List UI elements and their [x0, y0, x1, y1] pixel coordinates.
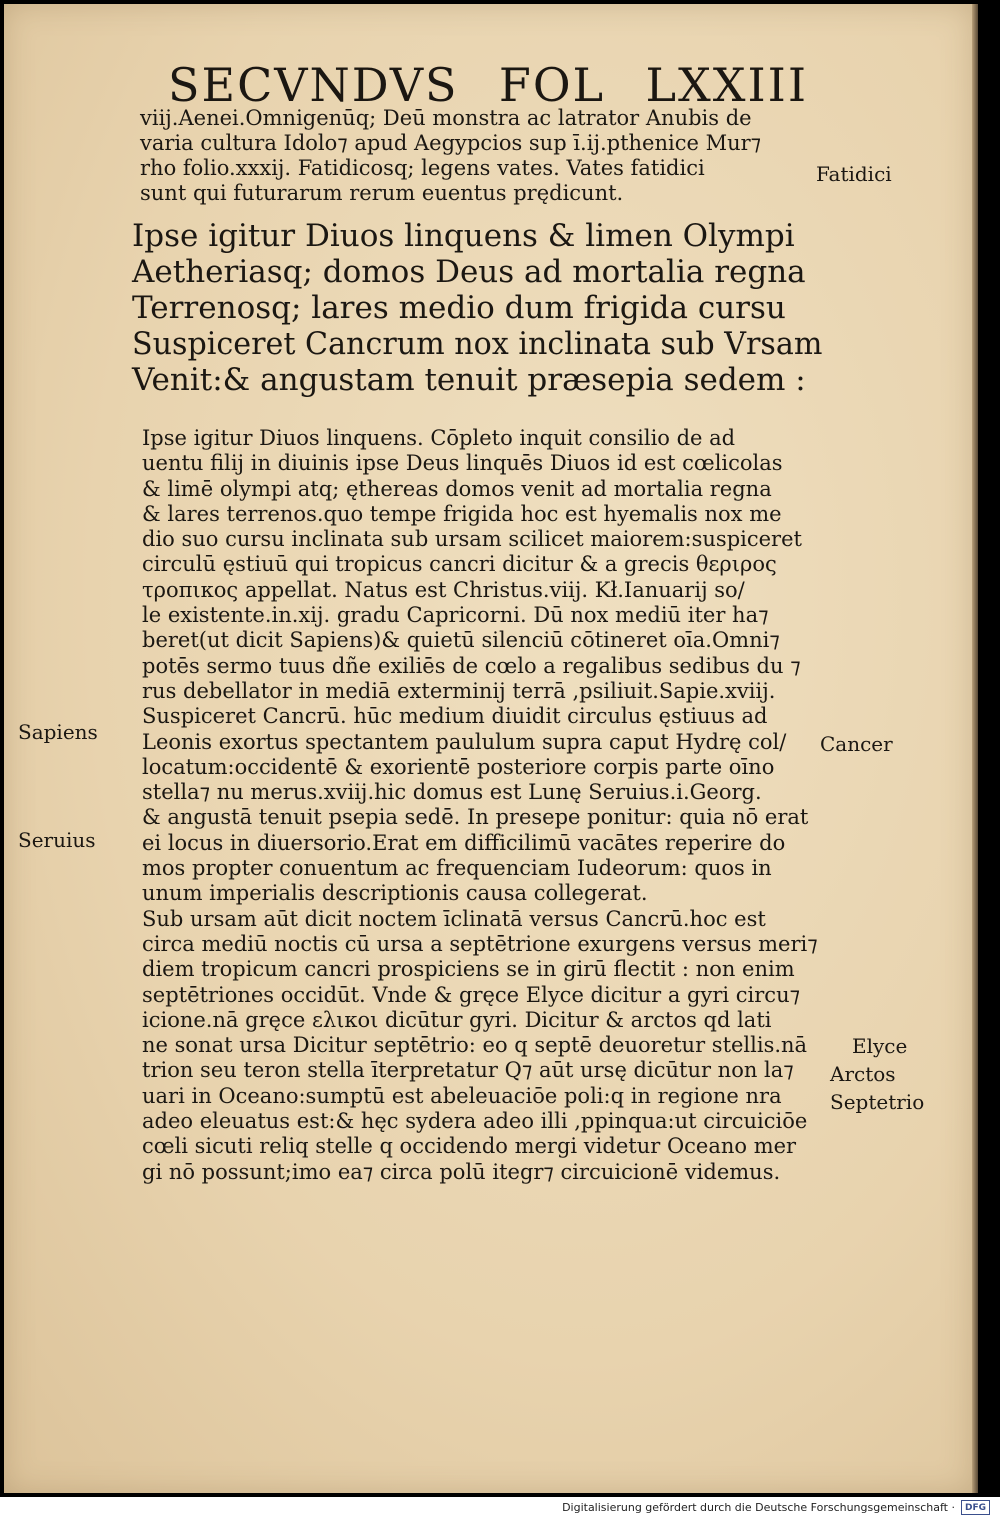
verse-line: Venit:& angustam tenuit præsepia sedem : [132, 362, 806, 398]
running-head-fol: FOL [498, 58, 606, 112]
commentary-line: locatum:occidentē & exorientē posteriore corpis parte oīno [142, 754, 775, 779]
commentary-line: le existente.in.xij. gradu Capricorni. Dū nox mediū iter ha⁊ [142, 603, 769, 628]
margin-note-seruius: Seruius [18, 828, 96, 852]
commentary-line: τροπικος appellat. Natus est Christus.viij. Kł.Ianuarij so/ [142, 577, 745, 602]
commentary-line: Ipse igitur Diuos linquens. Cōpleto inquit consilio de ad [142, 426, 736, 450]
verse-line: Suspiceret Cancrum nox inclinata sub Vrsam [132, 326, 823, 362]
margin-note-cancer: Cancer [820, 732, 893, 756]
commentary-line: potēs sermo tuus dñe exiliēs de cœlo a regalibus sedibus du ⁊ [142, 653, 801, 678]
commentary-line: & lares terrenos.quo tempe frigida hoc est hyemalis nox me [142, 501, 782, 526]
commentary-line: cœli sicuti reliq stelle q occidendo mergi videtur Oceano mer [142, 1134, 797, 1159]
commentary-line: icione.nā gręce ελικοι dicūtur gyri. Dicitur & arctos qd lati [142, 1007, 772, 1032]
folio-number: LXXIII [645, 58, 808, 112]
commentary-line: unum imperialis descriptionis causa collegerat. [142, 881, 648, 906]
commentary-line: circulū ęstiuū qui tropicus cancri dicitur & a grecis θεριρος [142, 552, 777, 577]
margin-note-fatidici: Fatidici [816, 162, 892, 186]
margin-note-sapiens: Sapiens [18, 720, 98, 744]
commentary [142, 426, 822, 1185]
commentary-line: gi nō possunt;imo ea⁊ circa polū itegr⁊ circuicionē videmus. [142, 1159, 781, 1184]
funding-footer [0, 1497, 1000, 1518]
commentary-line: adeo eleuatus est:& hęc sydera adeo illi ,ppinqua:ut circuiciōe [142, 1109, 808, 1134]
verse-line: Ipse igitur Diuos linquens & limen Olympi [132, 218, 795, 254]
commentary-line: diem tropicum cancri prospiciens se in girū flectit : non enim [142, 957, 795, 982]
verse-line: Aetheriasq; domos Deus ad mortalia regna [132, 254, 806, 290]
margin-note-elyce: Elyce [852, 1034, 908, 1058]
commentary-line: mos propter conuentum ac frequenciam Iudeorum: quos in [142, 856, 772, 881]
margin-note-septetrio: Septetrio [830, 1090, 925, 1114]
intro-paragraph [140, 106, 820, 206]
commentary-line: Sub ursam aūt dicit noctem īclinatā versus Cancrū.hoc est [142, 906, 766, 931]
commentary-line: ne sonat ursa Dicitur septētrio: eo q septē deuoretur stellis.nā [142, 1033, 808, 1058]
funding-note: Digitalisierung gefördert durch die Deutsche Forschungsgemeinschaft · [562, 1501, 955, 1514]
commentary-line: trion seu teron stella īterpretatur Q⁊ aūt ursę dicūtur non la⁊ [142, 1058, 794, 1083]
running-head [168, 60, 808, 112]
commentary-line: dio suo cursu inclinata sub ursam scilicet maiorem:suspiceret [142, 527, 802, 552]
dfg-logo-icon: DFG [961, 1500, 990, 1515]
intro-line: sunt qui futurarum rerum euentus prędicunt. [140, 181, 624, 205]
commentary-line: uentu filij in diuinis ipse Deus linquēs Diuos id est cœlicolas [142, 451, 783, 476]
paper-edge [972, 4, 978, 1493]
verse-passage [132, 218, 822, 398]
commentary-line: circa mediū noctis cū ursa a septētrione exurgens versus meri⁊ [142, 931, 818, 956]
commentary-line: rus debellator in mediā exterminij terrā ,psiliuit.Sapie.xviij. [142, 678, 776, 703]
margin-note-arctos: Arctos [830, 1062, 896, 1086]
intro-line: rho folio.xxxij. Fatidicosq; legens vates. Vates fatidici [140, 156, 705, 180]
commentary-line: ei locus in diuersorio.Erat em difficilimū vacātes reperire do [142, 830, 786, 855]
running-head-title: SECVNDVS [168, 58, 459, 112]
commentary-line: Suspiceret Cancrū. hūc medium diuidit circulus ęstiuus ad [142, 704, 768, 729]
commentary-line: stella⁊ nu merus.xviij.hic domus est Lunę Seruius.i.Georg. [142, 780, 762, 805]
intro-line: varia cultura Idolo⁊ apud Aegypcios sup ī.ij.pthenice Mur⁊ [140, 131, 762, 155]
verse-line: Terrenosq; lares medio dum frigida cursu [132, 290, 786, 326]
commentary-line: uari in Oceano:sumptū est abeleuaciōe poli:q in regione nra [142, 1083, 782, 1108]
intro-line: viij.Aenei.Omnigenūq; Deū monstra ac latrator Anubis de [140, 106, 752, 130]
commentary-line: & angustā tenuit psepia sedē. In presepe ponitur: quia nō erat [142, 805, 809, 830]
commentary-line: & limē olympi atq; ęthereas domos venit ad mortalia regna [142, 476, 772, 501]
commentary-line: beret(ut dicit Sapiens)& quietū silenciū cōtineret oīa.Omni⁊ [142, 628, 780, 653]
commentary-line: Leonis exortus spectantem paululum supra caput Hydrę col/ [142, 729, 787, 754]
commentary-line: septētriones occidūt. Vnde & gręce Elyce dicitur a gyri circu⁊ [142, 982, 801, 1007]
